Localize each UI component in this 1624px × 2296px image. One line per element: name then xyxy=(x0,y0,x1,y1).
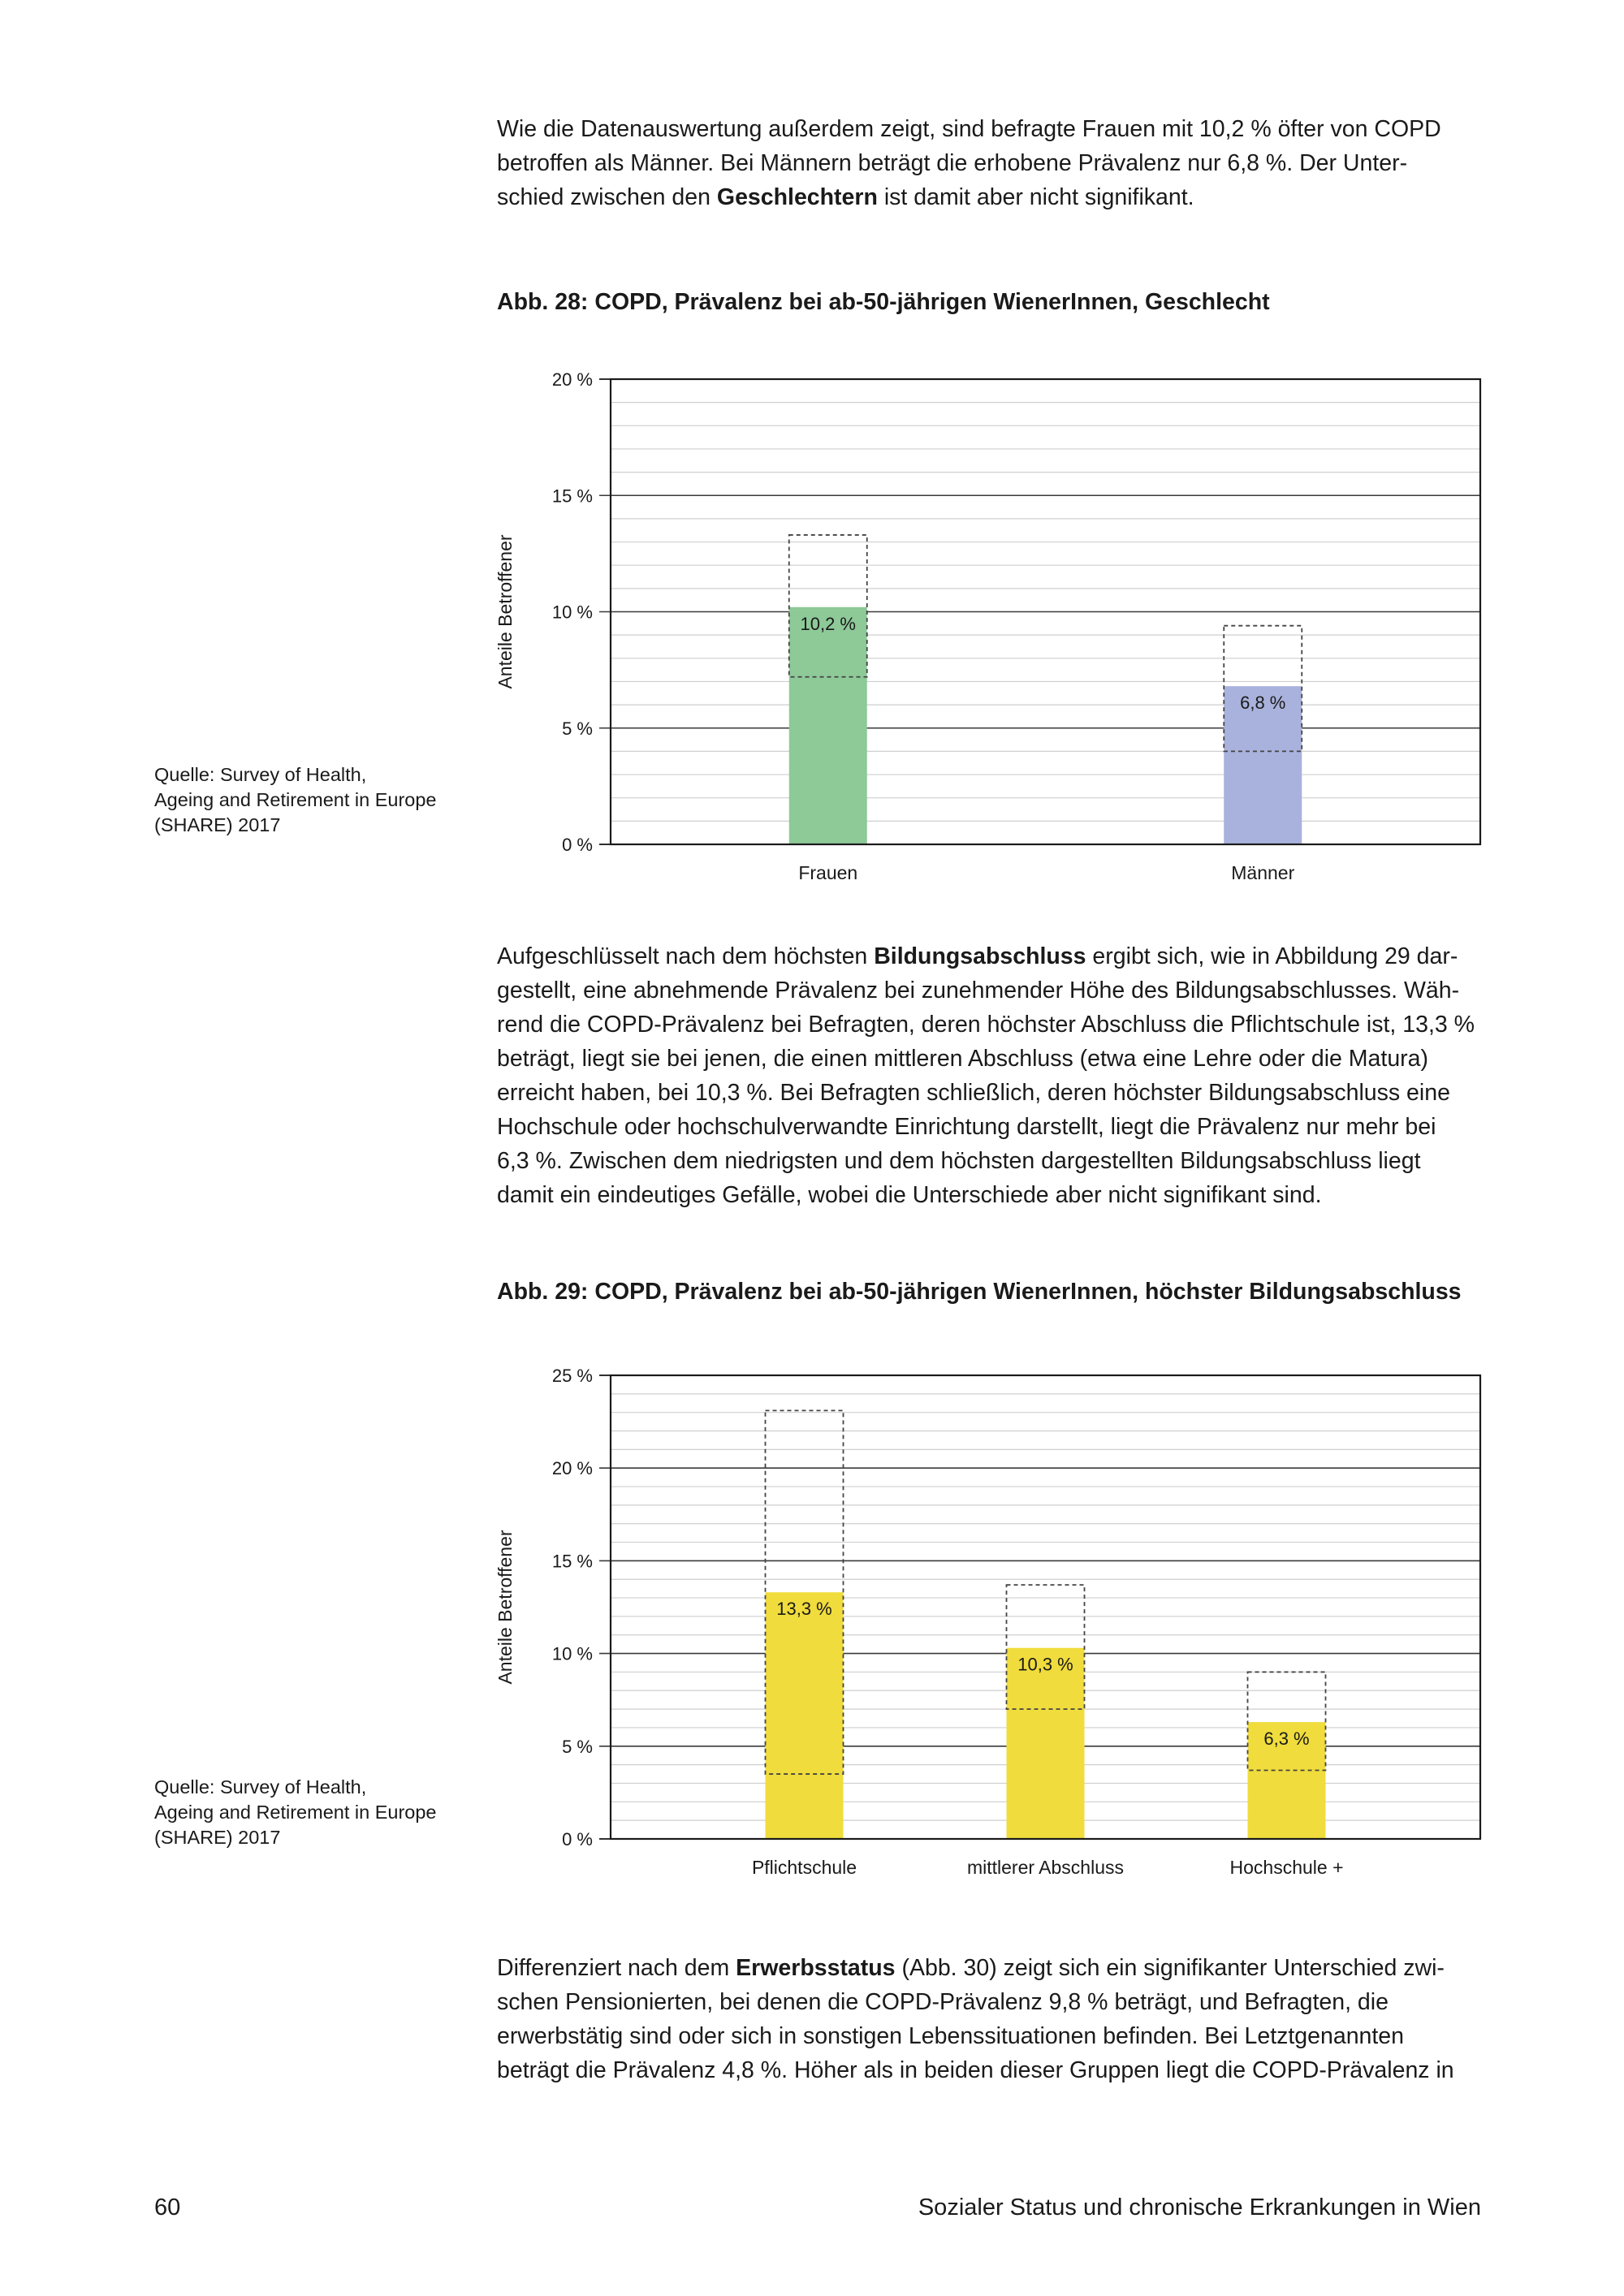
x-category-label: Frauen xyxy=(798,862,858,883)
chart-gender xyxy=(479,357,1494,893)
chart-education xyxy=(479,1352,1494,1888)
source-line: Ageing and Retirement in Europe xyxy=(154,1802,437,1823)
x-category-label: Männer xyxy=(1231,862,1295,883)
source-line: Ageing and Retirement in Europe xyxy=(154,789,437,810)
paragraph-line: Differenziert nach dem xyxy=(497,1955,736,1981)
paragraph-line: erreicht haben, bei 10,3 %. Bei Befragten schließlich, deren höchster Bildungsabschluss eine xyxy=(497,1080,1450,1106)
figure-29-caption: COPD, Prävalenz bei ab-50-jährigen WienerInnen, höchster Bildungsabschluss xyxy=(594,1279,1462,1305)
source-line: Quelle: Survey of Health, xyxy=(154,764,367,785)
paragraph-line: beträgt, liegt sie bei jenen, die einen mittleren Abschluss (etwa eine Lehre oder die Matura) xyxy=(497,1046,1428,1072)
paragraph-employment xyxy=(497,1951,1479,2087)
figure-28-title xyxy=(497,289,1270,316)
source-line: Quelle: Survey of Health, xyxy=(154,1776,367,1798)
paragraph-line: schen Pensionierten, bei denen die COPD-Prävalenz 9,8 % beträgt, und Befragten, die xyxy=(497,1989,1389,2015)
figure-29-title xyxy=(497,1279,1462,1306)
intro-paragraph xyxy=(497,112,1479,214)
paragraph-line: damit ein eindeutiges Gefälle, wobei die Unterschiede aber nicht signifikant sind. xyxy=(497,1182,1322,1208)
paragraph-line: erwerbstätig sind oder sich in sonstigen Lebenssituationen befinden. Bei Letztgenannten xyxy=(497,2023,1405,2049)
y-tick-label: 25 % xyxy=(551,1366,593,1386)
y-tick-label: 0 % xyxy=(562,1829,593,1849)
paragraph-education xyxy=(497,939,1479,1212)
source-line: (SHARE) 2017 xyxy=(154,1827,281,1848)
y-tick-label: 20 % xyxy=(551,369,593,390)
source-note-1 xyxy=(154,762,463,838)
y-tick-label: 20 % xyxy=(551,1458,593,1479)
y-tick-label: 15 % xyxy=(551,1551,593,1572)
paragraph-line: rend die COPD-Prävalenz bei Befragten, deren höchster Abschluss die Pflichtschule ist, 13,3 % xyxy=(497,1012,1475,1038)
x-category-label: Pflichtschule xyxy=(751,1857,857,1878)
bar xyxy=(789,607,867,844)
intro-line: schied zwischen den xyxy=(497,184,717,210)
intro-line: betroffen als Männer. Bei Männern beträgt die erhobene Prävalenz nur 6,8 %. Der Unter- xyxy=(497,150,1408,176)
bar-value-label: 6,3 % xyxy=(1263,1728,1310,1750)
y-tick-label: 5 % xyxy=(562,1736,593,1757)
y-axis-label: Anteile Betroffener xyxy=(495,1530,516,1685)
y-tick-label: 0 % xyxy=(562,835,593,855)
intro-line: ist damit aber nicht signifikant. xyxy=(877,184,1194,210)
bar xyxy=(766,1592,844,1839)
source-note-2 xyxy=(154,1775,463,1850)
paragraph-line: Hochschule oder hochschulverwandte Einrichtung darstellt, liegt die Prävalenz nur mehr bei xyxy=(497,1114,1436,1140)
source-line: (SHARE) 2017 xyxy=(154,814,281,835)
intro-bold-term: Geschlechtern xyxy=(716,184,878,210)
y-tick-label: 15 % xyxy=(551,486,593,507)
bar-value-label: 10,3 % xyxy=(1017,1654,1073,1675)
paragraph-line: ergibt sich, wie in Abbildung 29 dar- xyxy=(1086,943,1458,969)
paragraph-line: gestellt, eine abnehmende Prävalenz bei zunehmender Höhe des Bildungsabschlusses. Wäh- xyxy=(497,978,1460,1003)
figure-28-caption: COPD, Prävalenz bei ab-50-jährigen WienerInnen, Geschlecht xyxy=(594,289,1270,315)
y-tick-label: 10 % xyxy=(551,1643,593,1664)
y-tick-label: 5 % xyxy=(562,718,593,739)
x-category-label: mittlerer Abschluss xyxy=(966,1857,1125,1878)
figure-28-label: Abb. 28: xyxy=(497,289,589,315)
bar xyxy=(1007,1648,1085,1839)
paragraph-line: (Abb. 30) zeigt sich ein signifikanter Unterschied zwi- xyxy=(895,1955,1445,1981)
bar-value-label: 13,3 % xyxy=(776,1599,832,1620)
intro-line: Wie die Datenauswertung außerdem zeigt, sind befragte Frauen mit 10,2 % öfter von COPD xyxy=(497,116,1441,142)
paragraph-line: beträgt die Prävalenz 4,8 %. Höher als in beiden dieser Gruppen liegt die COPD-Prävalenz in xyxy=(497,2057,1454,2083)
bar-value-label: 6,8 % xyxy=(1240,693,1286,714)
y-tick-label: 10 % xyxy=(551,602,593,623)
paragraph-bold-term: Erwerbsstatus xyxy=(736,1955,896,1981)
paragraph-bold-term: Bildungsabschluss xyxy=(874,943,1086,969)
paragraph-line: 6,3 %. Zwischen dem niedrigsten und dem höchsten dargestellten Bildungsabschluss liegt xyxy=(497,1148,1421,1174)
running-title: Sozialer Status und chronische Erkrankungen in Wien xyxy=(918,2195,1481,2220)
paragraph-line: Aufgeschlüsselt nach dem höchsten xyxy=(497,943,875,969)
page-number: 60 xyxy=(154,2195,181,2220)
x-category-label: Hochschule + xyxy=(1229,1857,1344,1878)
bar-value-label: 10,2 % xyxy=(800,613,856,634)
figure-29-label: Abb. 29: xyxy=(497,1279,589,1305)
y-axis-label: Anteile Betroffener xyxy=(495,534,516,689)
